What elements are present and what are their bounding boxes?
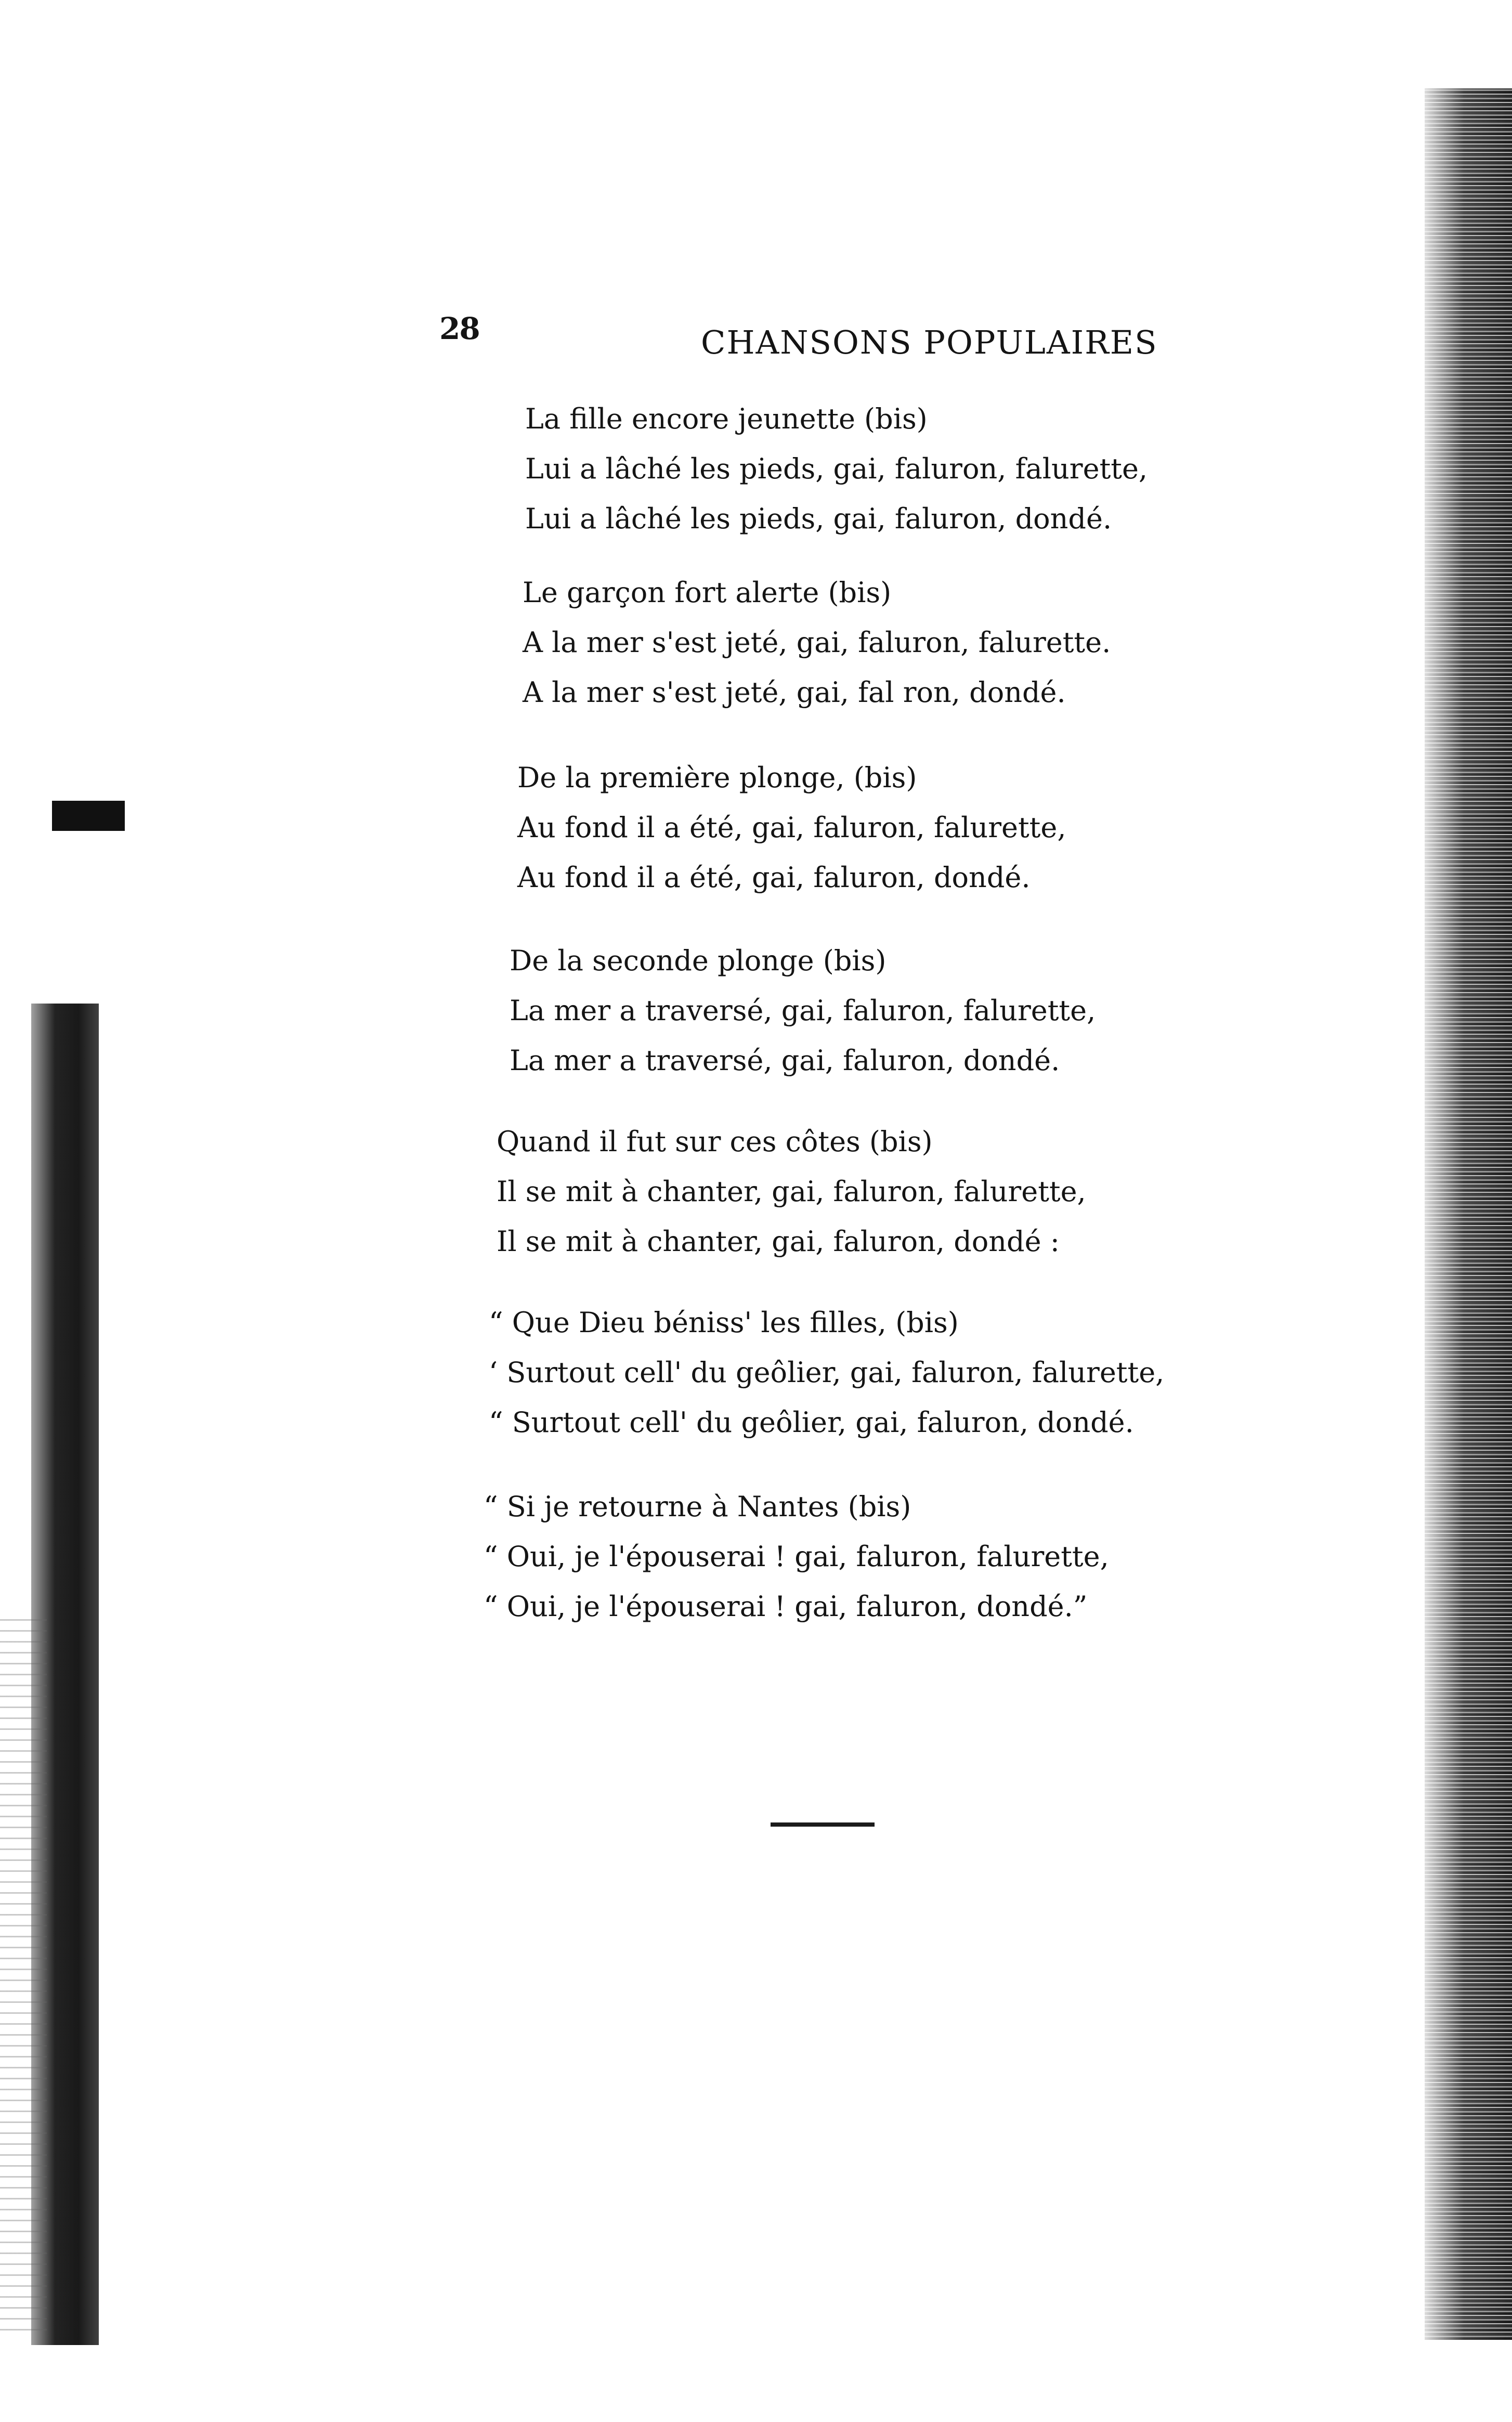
verse-line: Au fond il a été, gai, faluron, falurette, <box>517 811 1066 844</box>
verse-line: “ Oui, je l'épouserai ! gai, faluron, dondé.” <box>484 1590 1088 1623</box>
stanza-6 <box>489 1298 1164 1448</box>
scan-edge-mark <box>52 801 125 831</box>
verse-line: “ Si je retourne à Nantes (bis) <box>484 1490 911 1523</box>
verse-line: ‘ Surtout cell' du geôlier, gai, faluron, falurette, <box>489 1356 1165 1389</box>
running-title: CHANSONS POPULAIRES <box>701 323 1158 361</box>
verse-line: Il se mit à chanter, gai, faluron, dondé : <box>497 1225 1060 1258</box>
scan-edge-right <box>1425 88 1512 2340</box>
verse-line: Il se mit à chanter, gai, faluron, falurette, <box>497 1175 1086 1208</box>
verse-line: “ Que Dieu béniss' les filles, (bis) <box>489 1306 959 1339</box>
end-rule <box>771 1822 875 1827</box>
stanza-2 <box>523 568 1111 718</box>
verse-line: La fille encore jeunette (bis) <box>525 402 928 435</box>
verse-line: Lui a lâché les pieds, gai, faluron, falurette, <box>525 452 1148 485</box>
verse-line: De la seconde plonge (bis) <box>510 944 887 977</box>
verse-line: A la mer s'est jeté, gai, faluron, falurette. <box>523 626 1111 659</box>
verse-line: La mer a traversé, gai, faluron, dondé. <box>510 1044 1060 1077</box>
verse-line: “ Oui, je l'épouserai ! gai, faluron, falurette, <box>484 1540 1109 1573</box>
verse-line: “ Surtout cell' du geôlier, gai, faluron, dondé. <box>489 1406 1134 1439</box>
verse-line: Le garçon fort alerte (bis) <box>523 576 892 609</box>
verse-line: Lui a lâché les pieds, gai, faluron, dondé. <box>525 502 1112 535</box>
stanza-7 <box>484 1482 1109 1632</box>
scan-edge-speckle <box>0 1612 47 2340</box>
stanza-1 <box>525 394 1148 544</box>
stanza-3 <box>517 753 1066 903</box>
verse-line: Quand il fut sur ces côtes (bis) <box>497 1125 933 1158</box>
page-number: 28 <box>439 311 479 346</box>
verse-line: A la mer s'est jeté, gai, fal ron, dondé. <box>523 676 1066 709</box>
verse-line: De la première plonge, (bis) <box>517 761 917 794</box>
verse-line: Au fond il a été, gai, faluron, dondé. <box>517 861 1031 894</box>
stanza-4 <box>510 936 1096 1086</box>
verse-line: La mer a traversé, gai, faluron, falurette, <box>510 994 1096 1027</box>
stanza-5 <box>497 1117 1086 1267</box>
